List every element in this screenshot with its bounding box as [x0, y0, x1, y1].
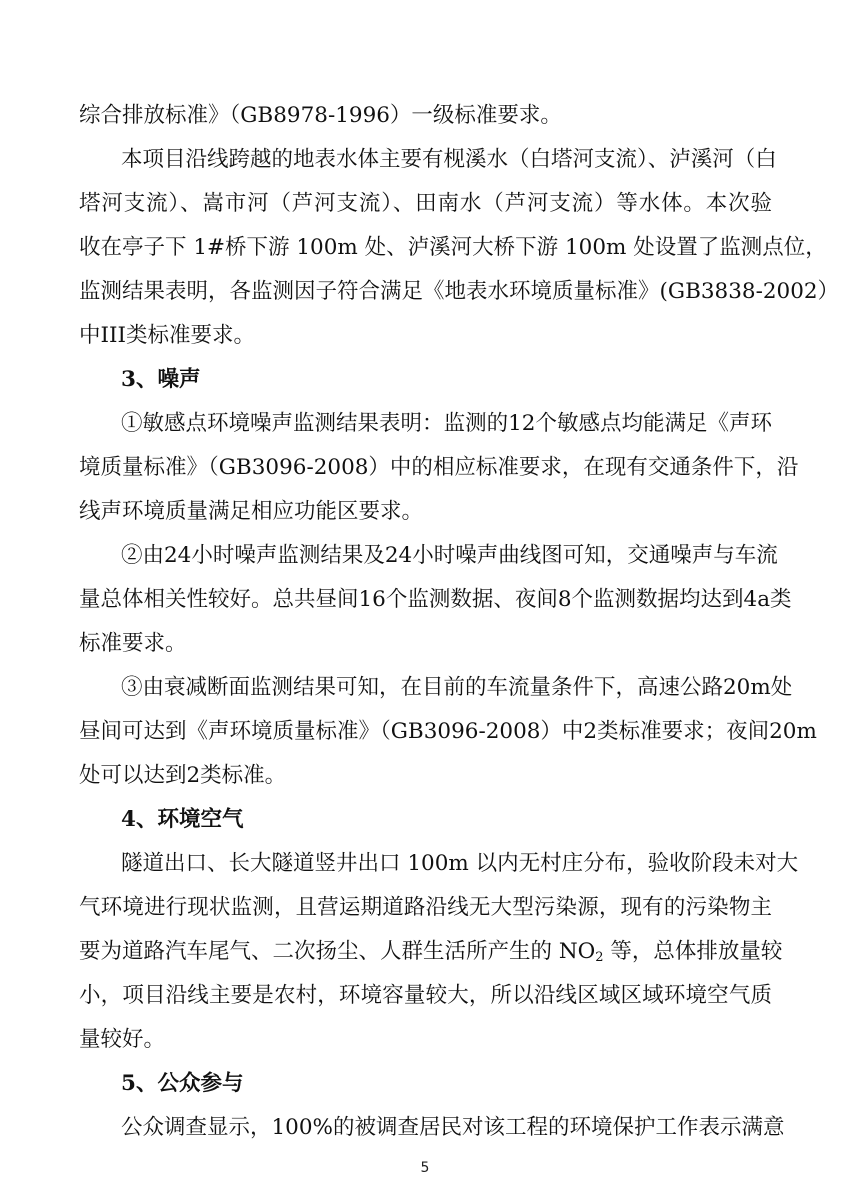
text-line-content: 昼间可达到《声环境质量标准》（GB3096-2008）中2类标准要求；夜间20m: [79, 719, 817, 744]
section-heading-text: 5、公众参与: [121, 1071, 244, 1096]
text-line-content: 量较好。: [79, 1027, 166, 1052]
text-line: [79, 453, 799, 483]
text-line: [121, 673, 793, 703]
text-line: [79, 629, 187, 659]
text-line-content: 标准要求。: [79, 631, 187, 656]
text-line: [79, 101, 562, 131]
text-segment: 等，总体排放量较: [603, 939, 783, 964]
text-line-content: 气环境进行现状监测，且营运期道路沿线无大型污染源，现有的污染物主: [79, 895, 772, 920]
section-heading-noise: [121, 365, 200, 395]
section-heading-text: 4、环境空气: [121, 807, 244, 832]
text-line: [79, 893, 772, 923]
text-line-content: 综合排放标准》（GB8978-1996）一级标准要求。: [79, 103, 562, 128]
text-line-content: 本项目沿线跨越的地表水体主要有枧溪水（白塔河支流）、泸溪河（白: [121, 147, 777, 172]
text-line-content: 公众调查显示，100%的被调查居民对该工程的环境保护工作表示满意: [121, 1115, 785, 1140]
text-line-content: 监测结果表明，各监测因子符合满足《地表水环境质量标准》(GB3838-2002）: [79, 279, 840, 304]
text-line: [79, 189, 772, 219]
text-line-content: ①敏感点环境噪声监测结果表明：监测的12个敏感点均能满足《声环: [121, 411, 772, 436]
text-line: [79, 233, 827, 263]
text-line: [121, 1113, 785, 1143]
text-line-content: 收在亭子下 1#桥下游 100m 处、泸溪河大桥下游 100m 处设置了监测点位，: [79, 235, 827, 260]
text-line: [121, 541, 778, 571]
text-line-content: [79, 937, 782, 967]
text-line-content: 量总体相关性较好。总共昼间16个监测数据、夜间8个监测数据均达到4a类: [79, 587, 792, 612]
text-line-content: ②由24小时噪声监测结果及24小时噪声曲线图可知，交通噪声与车流: [121, 543, 778, 568]
text-line: [79, 761, 286, 791]
text-line-content: 线声环境质量满足相应功能区要求。: [79, 499, 424, 524]
text-line: [79, 277, 840, 307]
text-line: [79, 937, 783, 967]
text-line: [79, 497, 423, 527]
section-heading-text: 3、噪声: [121, 367, 201, 392]
text-line: [79, 585, 792, 615]
page-number: 5: [420, 1160, 430, 1176]
text-line: [121, 145, 777, 175]
text-line-content: 处可以达到2类标准。: [79, 763, 287, 788]
text-line-content: 小，项目沿线主要是农村，环境容量较大，所以沿线区域区域环境空气质: [79, 983, 772, 1008]
text-line: [79, 321, 255, 351]
section-heading-public: [121, 1069, 243, 1099]
text-line: [79, 981, 772, 1011]
text-line-content: 隧道出口、长大隧道竖井出口 100m 以内无村庄分布，验收阶段未对大: [121, 851, 799, 876]
subscript: 2: [595, 950, 604, 965]
text-line: [79, 1025, 165, 1055]
section-heading-air: [121, 805, 243, 835]
text-line: [121, 849, 799, 879]
text-line-content: 塔河支流）、嵩市河（芦河支流）、田南水（芦河支流）等水体。本次验: [79, 191, 772, 216]
text-segment: 要为道路汽车尾气、二次扬尘、人群生活所产生的 NO: [79, 939, 596, 964]
text-line: [121, 409, 772, 439]
text-line-content: 中III类标准要求。: [79, 323, 255, 348]
text-line-content: 境质量标准》（GB3096-2008）中的相应标准要求，在现有交通条件下，沿: [79, 455, 799, 480]
text-line: [79, 717, 817, 747]
text-line-content: ③由衰减断面监测结果可知，在目前的车流量条件下，高速公路20m处: [121, 675, 793, 700]
